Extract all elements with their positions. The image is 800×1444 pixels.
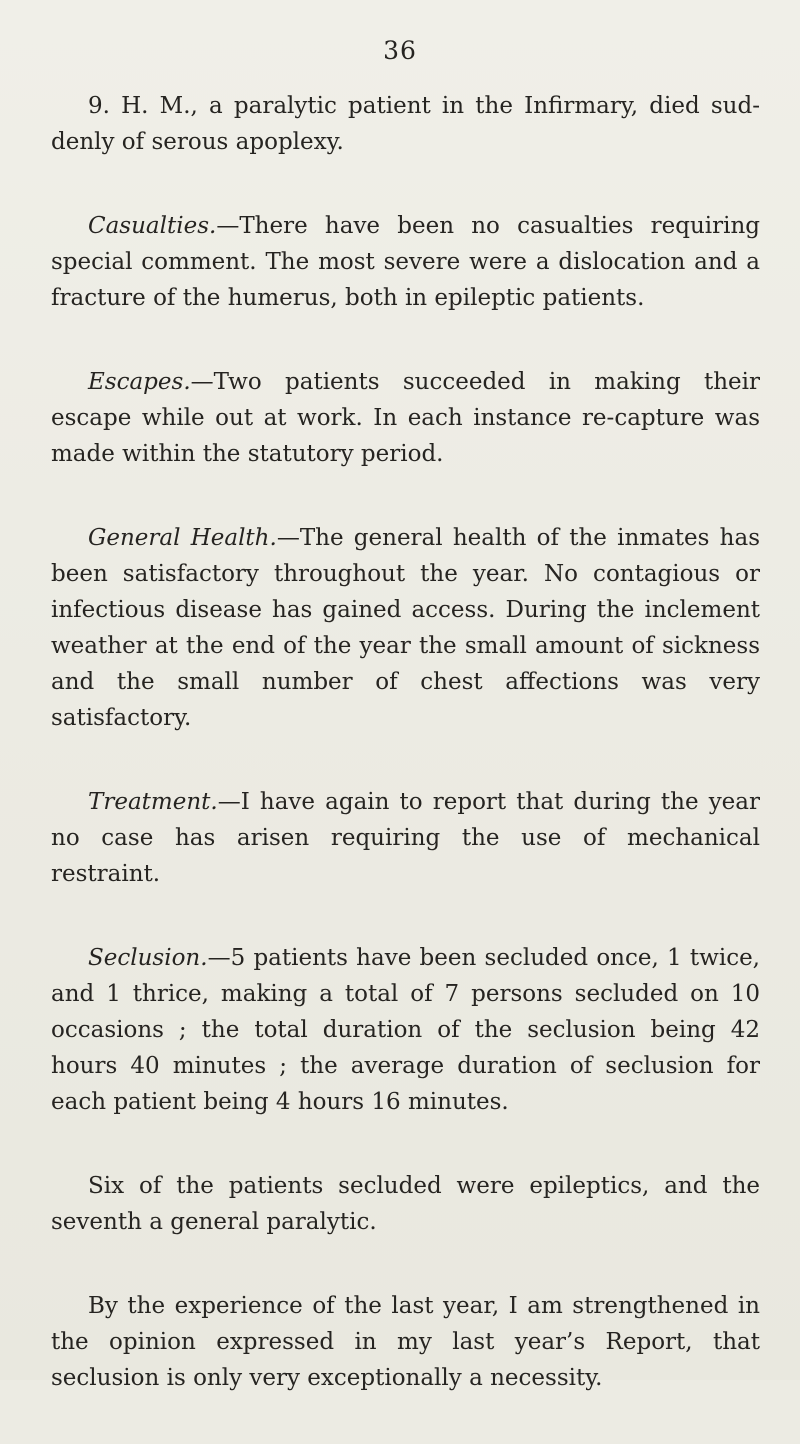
paragraph-text: —Two patients succeeded in making their escape while out at work. In each instance re-capture was made within the statutory period. [51,369,760,467]
paragraph-treatment [51,784,760,892]
paragraph-text: —5 patients have been secluded once, 1 twice, and 1 thrice, making a total of 7 persons secluded on 10 occasions ; the total duration of the seclusion being 42 hours 40 minutes ; the average duration of seclusion for each patient being 4 hours 16 minutes. [51,945,760,1115]
paragraph-death-note [51,88,760,160]
paragraph-text: —There have been no casualties requiring special comment. The most severe were a dislocation and a fracture of the humerus, both in epileptic patients. [51,213,760,311]
paragraph-text: By the experience of the last year, I am strengthened in the opinion expressed in my last year’s Report, that seclusion is only very exceptionally a necessity. [51,1293,760,1391]
section-heading-escapes: Escapes. [88,369,191,395]
section-heading-treatment: Treatment. [88,789,218,815]
paragraph-escapes [51,364,760,472]
body-text [51,88,760,1444]
page-number: 36 [383,36,417,65]
paragraph-text: —The general health of the inmates has been satisfactory throughout the year. No contagious or infectious disease has gained access. During the inclement weather at the end of the year the small amount of sickness and the small number of chest affections was very satisfactory. [51,525,760,731]
paragraph-seclusion [51,940,760,1120]
section-heading-general-health: General Health. [88,525,277,551]
section-heading-seclusion: Seclusion. [88,945,208,971]
paragraph-text: —I have again to report that during the year no case has arisen requiring the use of mechanical restraint. [51,789,760,887]
paragraph-casualties [51,208,760,316]
paragraph-general-health [51,520,760,736]
paragraph-epileptics [51,1168,760,1240]
section-heading-casualties: Casualties. [88,213,217,239]
paragraph-text: 9. H. M., a paralytic patient in the Infirmary, died suddenly of serous apoplexy. [51,93,760,155]
paragraph-text: Six of the patients secluded were epileptics, and the seventh a general paralytic. [51,1173,760,1235]
